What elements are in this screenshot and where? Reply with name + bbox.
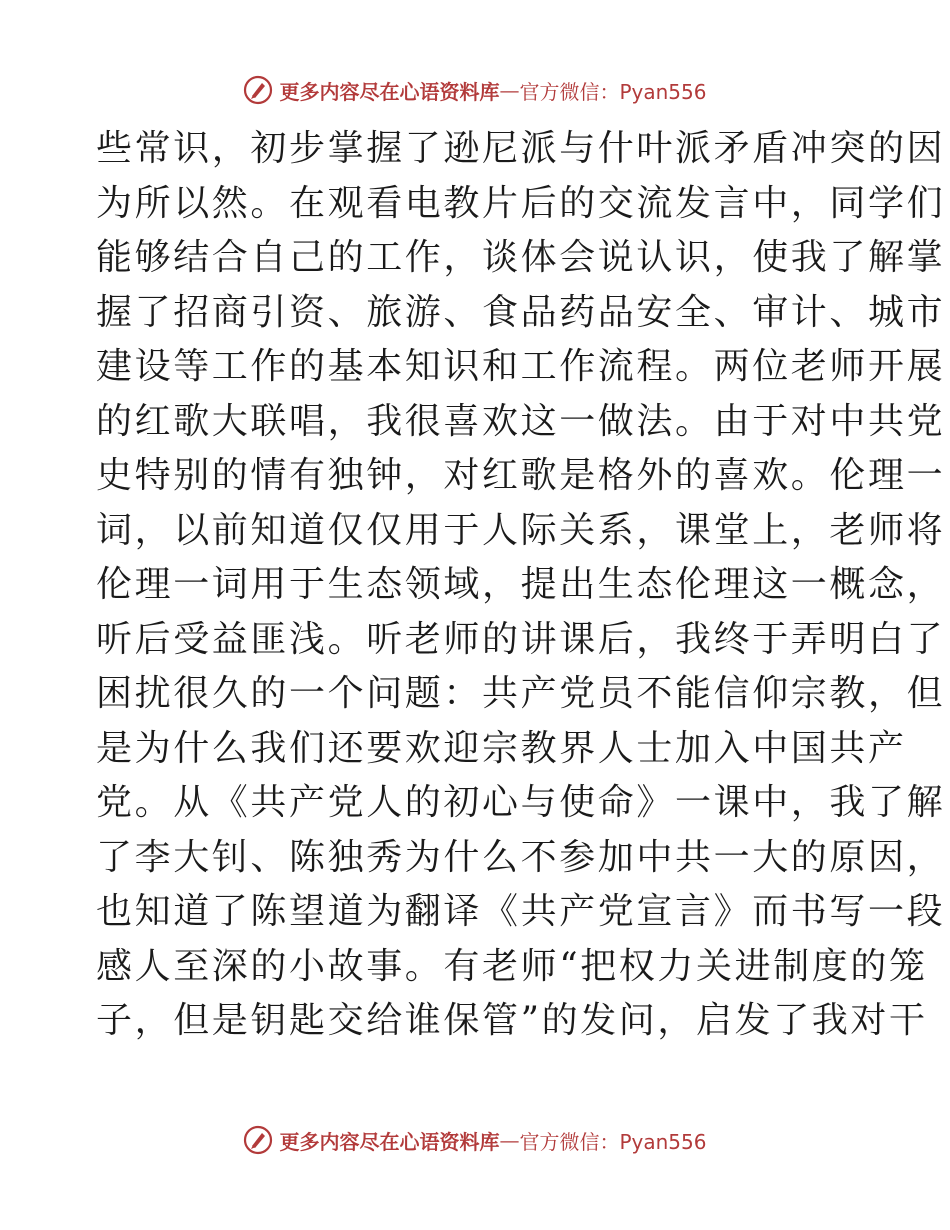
banner-title: 更多内容尽在心语资料库 <box>279 1129 500 1154</box>
text-line: 是为什么我们还要欢迎宗教界人士加入中国共产 <box>96 727 907 769</box>
text-line: 握了招商引资、旅游、食品药品安全、审计、城市 <box>96 291 946 333</box>
text-line: 为所以然。在观看电教片后的交流发言中，同学们 <box>96 182 946 224</box>
banner-separator: — <box>499 78 520 102</box>
text-line: 听后受益匪浅。听老师的讲课后，我终于弄明白了 <box>96 618 946 660</box>
document-body <box>96 122 946 1049</box>
text-line: 史特别的情有独钟，对红歌是格外的喜欢。伦理一 <box>96 455 946 496</box>
text-line: 词，以前知道仅仅用于人际关系，课堂上，老师将 <box>96 509 946 551</box>
text-line: 些常识，初步掌握了逊尼派与什叶派矛盾冲突的因 <box>96 128 946 169</box>
text-line: 困扰很久的一个问题：共产党员不能信仰宗教，但 <box>96 673 946 714</box>
text-line: 感人至深的小故事。有老师“把权力关进制度的笼 <box>96 945 928 987</box>
banner-contact: 官方微信：Pyan556 <box>519 1129 707 1154</box>
text-line: 党。从《共产党人的初心与使命》一课中，我了解 <box>96 782 946 823</box>
text-line: 建设等工作的基本知识和工作流程。两位老师开展 <box>96 346 946 387</box>
footer-banner <box>0 1120 950 1160</box>
banner-title: 更多内容尽在心语资料库 <box>279 79 500 104</box>
text-line: 了李大钊、陈独秀为什么不参加中共一大的原因， <box>96 836 946 878</box>
pen-nib-logo-icon <box>243 75 273 105</box>
text-line: 的红歌大联唱，我很喜欢这一做法。由于对中共党 <box>96 400 946 442</box>
pen-nib-logo-icon <box>243 1125 273 1155</box>
banner-separator: — <box>499 1128 520 1152</box>
text-line: 也知道了陈望道为翻译《共产党宣言》而书写一段 <box>96 891 946 932</box>
text-line: 伦理一词用于生态领域，提出生态伦理这一概念， <box>96 564 946 605</box>
text-line: 子，但是钥匙交给谁保管”的发问，启发了我对干 <box>96 1000 928 1041</box>
text-line: 能够结合自己的工作，谈体会说认识，使我了解掌 <box>96 237 946 278</box>
header-banner <box>0 70 950 110</box>
banner-contact: 官方微信：Pyan556 <box>519 79 707 104</box>
